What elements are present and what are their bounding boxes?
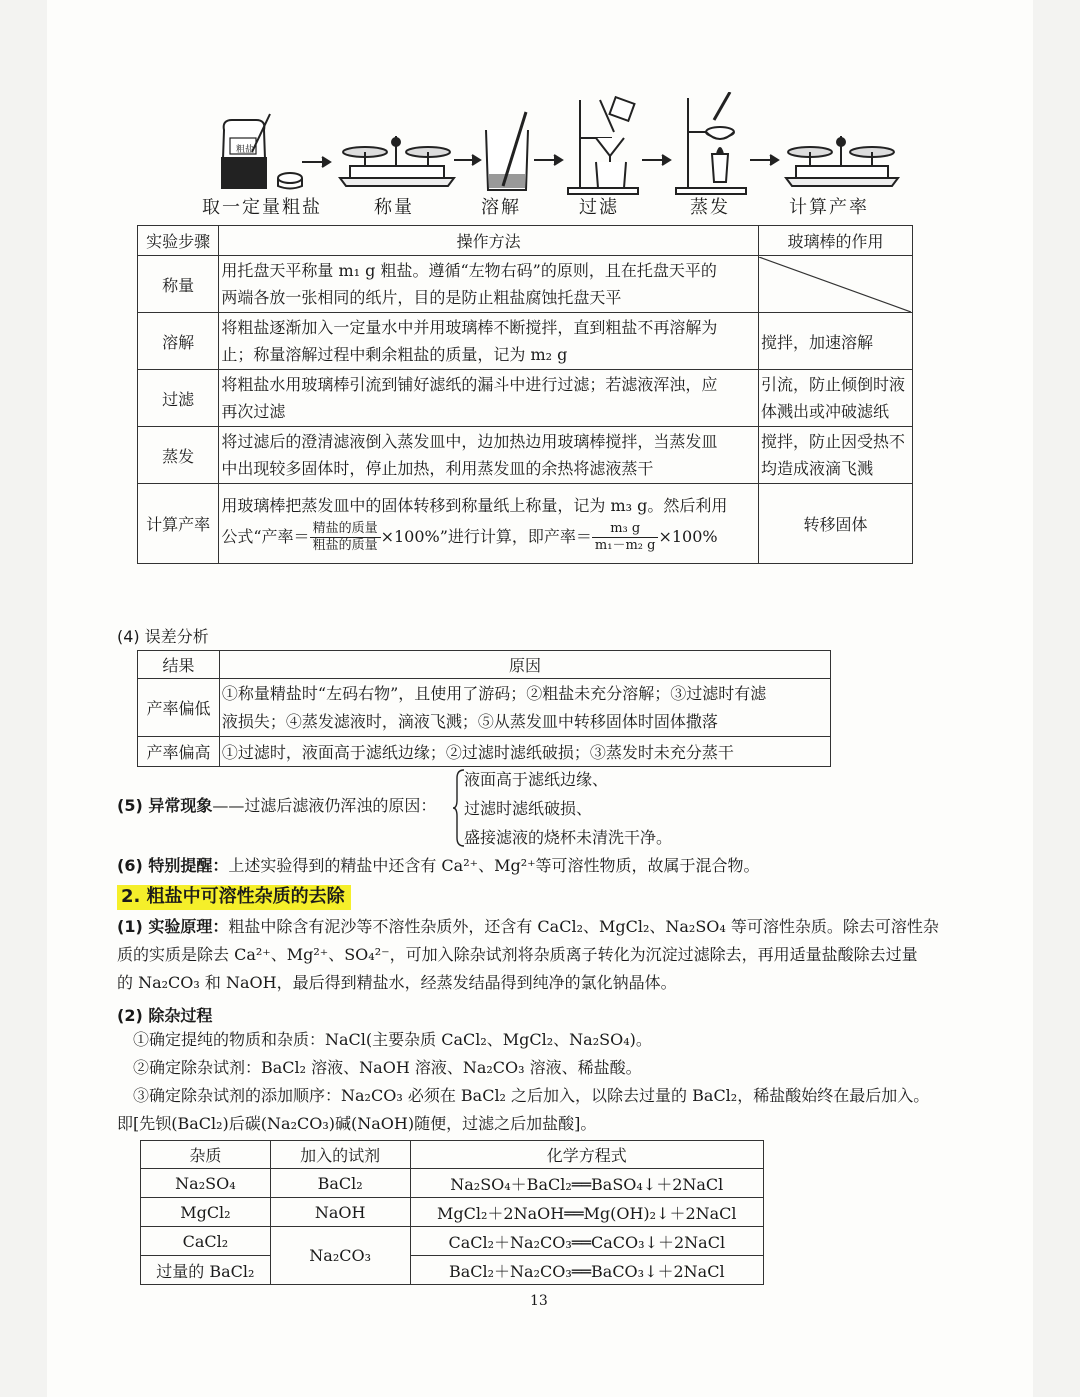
- step-cell: 过滤: [138, 370, 219, 427]
- header-cell: 实验步骤: [138, 226, 219, 256]
- method-cell: [219, 256, 759, 313]
- section-6-label: (6) 特别提醒：: [117, 856, 229, 875]
- jar-label: 粗盐: [236, 145, 255, 155]
- role-cell: 转移固体: [758, 484, 912, 564]
- apparatus-diagram: [200, 92, 900, 197]
- header-cell: 操作方法: [219, 226, 759, 256]
- section-6: [117, 852, 760, 880]
- process-summary: 即[先钡(BaCl₂)后碳(Na₂CO₃)碱(NaOH)随便，过滤之后加盐酸]。: [117, 1114, 597, 1133]
- impurity-cell: 过量的 BaCl₂: [141, 1256, 271, 1285]
- formula-line: 公式“产率＝ $\frac{\text{精盐的质量}}{\text{粗盐的质量}}$ ×100%”进行计算，即产率＝ $\frac{\text{m₃ g}}{\text{m₁－m₂ g}}$ ×100%: [221, 521, 718, 553]
- result-cell: 产率偏高: [138, 737, 220, 767]
- header-cell: 原因: [219, 651, 830, 679]
- arrow-icon: [534, 155, 562, 165]
- role-cell: [758, 370, 912, 427]
- equation-cell: MgCl₂＋2NaOH══Mg(OH)₂↓＋2NaCl: [410, 1198, 763, 1227]
- step-label: 称量: [374, 197, 414, 218]
- impurity-cell: MgCl₂: [141, 1198, 271, 1227]
- equation-cell: CaCl₂＋Na₂CO₃══CaCO₃↓＋2NaCl: [410, 1227, 763, 1256]
- impurity-cell: CaCl₂: [141, 1227, 271, 1256]
- fraction: $\frac{\text{精盐的质量}}{\text{粗盐的质量}}$: [310, 521, 381, 554]
- arrow-icon: [750, 155, 778, 165]
- section-5-text: ——过滤后滤液仍浑浊的原因：: [212, 796, 437, 815]
- step-label: 溶解: [481, 197, 521, 218]
- method-cell: [219, 427, 759, 484]
- method-line: 止；称量溶解过程中剩余粗盐的质量，记为 m₂ g: [221, 345, 568, 364]
- method-line: 用托盘天平称量 m₁ g 粗盐。遵循“左物右码”的原则，且在托盘天平的: [221, 261, 717, 280]
- method-cell: [219, 370, 759, 427]
- impurity-cell: Na₂SO₄: [141, 1169, 271, 1198]
- principle-line: 质的实质是除去 Ca²⁺、Mg²⁺、SO₄²⁻，可加入除杂试剂将杂质离子转化为沉淀过滤除去，再用适量盐酸除去过量: [117, 945, 918, 964]
- arrow-icon: [454, 155, 480, 165]
- process-item: ③确定除杂试剂的添加顺序：Na₂CO₃ 必须在 BaCl₂ 之后加入，以除去过量的 BaCl₂，稀盐酸始终在最后加入。: [133, 1086, 930, 1105]
- step-label: 过滤: [579, 197, 619, 218]
- step-cell: 称量: [138, 256, 219, 313]
- role-line: 体溅出或冲破滤纸: [760, 402, 889, 421]
- method-line: 用玻璃棒把蒸发皿中的固体转移到称量纸上称量，记为 m₃ g。然后利用: [221, 496, 728, 515]
- role-line: 搅拌，防止因受热不: [760, 432, 905, 451]
- reason-item: 盛接滤液的烧杯未清洗干净。: [464, 828, 673, 847]
- section-5-label: (5) 异常现象: [117, 796, 213, 815]
- reagent-cell: BaCl₂: [270, 1169, 410, 1198]
- balance-icon: [340, 136, 454, 186]
- step-label: 取一定量粗盐: [202, 197, 322, 218]
- reason-cell: [219, 679, 830, 737]
- process-item: ②确定除杂试剂：BaCl₂ 溶液、NaOH 溶液、Na₂CO₃ 溶液、稀盐酸。: [133, 1058, 642, 1077]
- procedure-table: [137, 225, 913, 564]
- section-6-text: 上述实验得到的精盐中还含有 Ca²⁺、Mg²⁺等可溶性物质，故属于混合物。: [228, 856, 760, 875]
- section-4-title: (4) 误差分析: [117, 627, 209, 646]
- header-cell: 玻璃棒的作用: [758, 226, 912, 256]
- role-cell-empty: [758, 256, 912, 313]
- header-cell: 化学方程式: [410, 1141, 763, 1169]
- evaporation-icon: [676, 92, 746, 194]
- section-2-2-title: (2) 除杂过程: [117, 1006, 213, 1025]
- reagent-table: [140, 1140, 764, 1285]
- method-cell: [219, 484, 759, 564]
- principle-line: 的 Na₂CO₃ 和 NaOH，最后得到精盐水，经蒸发结晶得到纯净的氯化钠晶体。: [117, 973, 677, 992]
- principle-line: (1) 实验原理：粗盐中除含有泥沙等不溶性杂质外，还含有 CaCl₂、MgCl₂、Na₂SO₄ 等可溶性杂质。除去可溶性杂: [117, 917, 939, 936]
- reagent-cell: NaOH: [270, 1198, 410, 1227]
- fraction: $\frac{\text{m₃ g}}{\text{m₁－m₂ g}}$: [592, 521, 659, 554]
- process-item: ①确定提纯的物质和杂质：NaCl(主要杂质 CaCl₂、MgCl₂、Na₂SO₄)。: [133, 1030, 652, 1049]
- arrow-icon: [642, 155, 670, 165]
- equation-cell: Na₂SO₄＋BaCl₂══BaSO₄↓＋2NaCl: [410, 1169, 763, 1198]
- header-cell: 杂质: [141, 1141, 271, 1169]
- reason-line: ①称量精盐时“左码右物”，且使用了游码；②粗盐未充分溶解；③过滤时有滤: [221, 683, 767, 703]
- balance-icon: [786, 136, 898, 186]
- step-cell: 计算产率: [138, 484, 219, 564]
- method-cell: [219, 313, 759, 370]
- salt-jar-icon: [222, 114, 302, 189]
- reason-item: 液面高于滤纸边缘、: [464, 770, 609, 789]
- role-cell: 搅拌，加速溶解: [758, 313, 912, 370]
- role-line: 均造成液滴飞溅: [760, 459, 873, 478]
- method-line: 将过滤后的澄清滤液倒入蒸发皿中，边加热边用玻璃棒搅拌，当蒸发皿: [221, 432, 718, 451]
- step-label: 计算产率: [789, 197, 869, 218]
- reason-line: 液损失；④蒸发滤液时，滴液飞溅；⑤从蒸发皿中转移固体时固体撒落: [221, 711, 718, 731]
- method-line: 将粗盐水用玻璃棒引流到铺好滤纸的漏斗中进行过滤；若滤液浑浊，应: [221, 375, 718, 394]
- role-line: 引流，防止倾倒时液: [760, 375, 905, 394]
- equation-cell: BaCl₂＋Na₂CO₃══BaCO₃↓＋2NaCl: [410, 1256, 763, 1285]
- arrow-icon: [302, 157, 330, 167]
- beaker-icon: [486, 112, 528, 190]
- error-table: [137, 650, 831, 767]
- section-5: [117, 793, 436, 816]
- step-cell: 蒸发: [138, 427, 219, 484]
- filtration-icon: [568, 97, 638, 194]
- reason-cell: ①过滤时，液面高于滤纸边缘；②过滤时滤纸破损；③蒸发时未充分蒸干: [219, 737, 830, 767]
- result-cell: 产率偏低: [138, 679, 220, 737]
- method-line: 将粗盐逐渐加入一定量水中并用玻璃棒不断搅拌，直到粗盐不再溶解为: [221, 318, 718, 337]
- header-cell: 结果: [138, 651, 220, 679]
- page-number: 13: [530, 1293, 548, 1309]
- heading-2: 2. 粗盐中可溶性杂质的去除: [117, 882, 351, 908]
- method-line: 中出现较多固体时，停止加热，利用蒸发皿的余热将滤液蒸干: [221, 459, 654, 478]
- reagent-cell: Na₂CO₃: [270, 1227, 410, 1285]
- reason-item: 过滤时滤纸破损、: [464, 799, 593, 818]
- step-cell: 溶解: [138, 313, 219, 370]
- diagonal-line: [759, 257, 911, 312]
- method-line: 再次过滤: [221, 402, 286, 421]
- header-cell: 加入的试剂: [270, 1141, 410, 1169]
- method-line: 两端各放一张相同的纸片，目的是防止粗盐腐蚀托盘天平: [221, 288, 622, 307]
- step-label: 蒸发: [690, 197, 730, 218]
- role-cell: [758, 427, 912, 484]
